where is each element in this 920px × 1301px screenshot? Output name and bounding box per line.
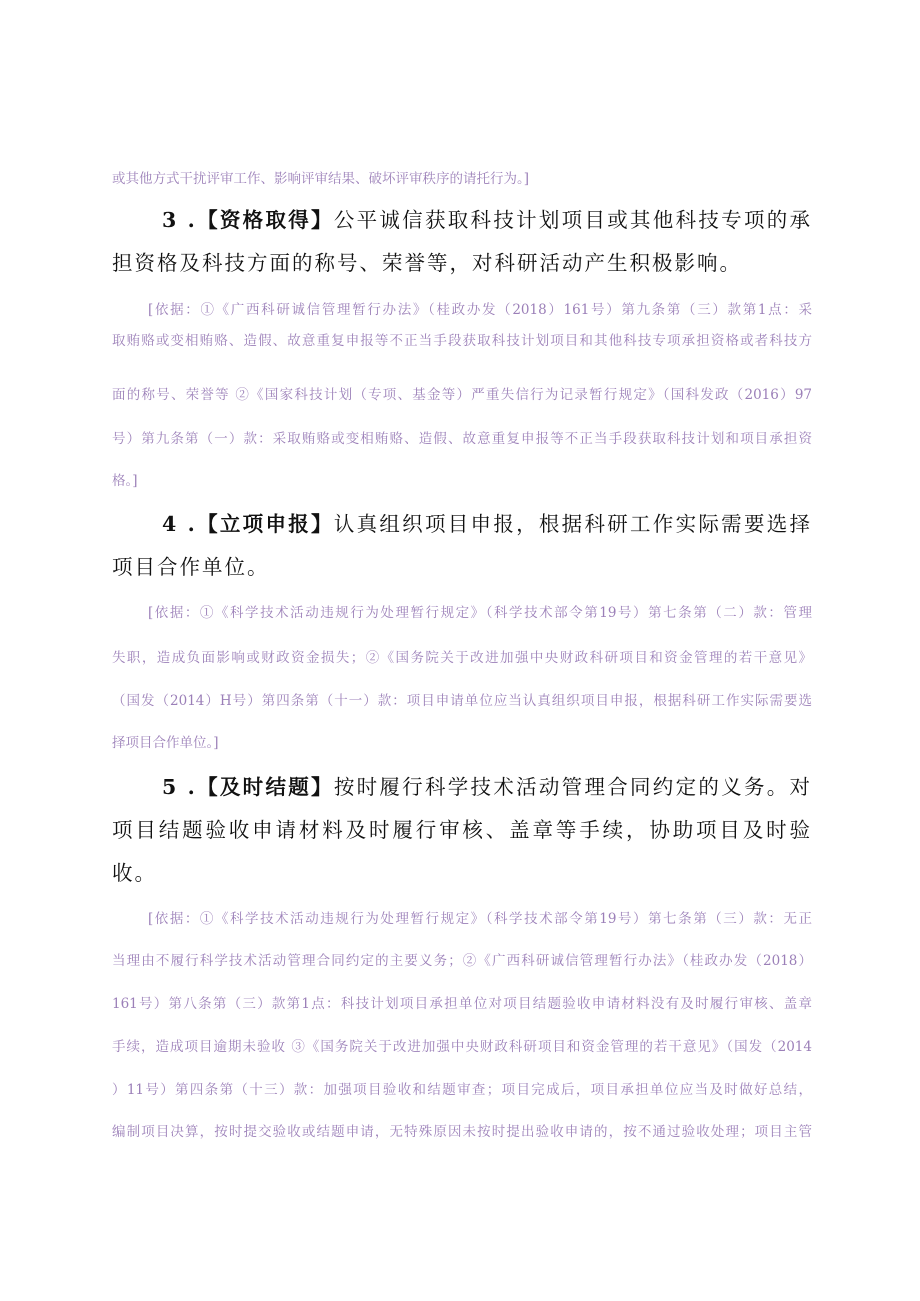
item-5-basis-line-3: 161号）第八条第（三）款第1点：科技计划项目承担单位对项目结题验收申请材料没有及时履行审核、盖章 (112, 996, 812, 1012)
item-5-line-1 (112, 767, 812, 807)
item-4-line-2: 项目合作单位。 (112, 555, 270, 579)
item-4-text-1: 认真组织项目申报，根据科研工作实际需要选择 (333, 512, 813, 536)
item-4-basis-line-3: （国发（2014）H号）第四条第（十一）款：项目申请单位应当认真组织项目申报，根据科研工作实际需要选 (112, 693, 812, 709)
item-4-basis-line-1: [依据：①《科学技术活动违规行为处理暂行规定》（科学技术部令第19号）第七条第（二）款：管理 (148, 605, 812, 621)
item-5-line-2: 项目结题验收申请材料及时履行审核、盖章等手续，协助项目及时验 (112, 818, 812, 842)
item-5-line-3: 收。 (112, 861, 157, 885)
item-5-basis-line-4: 手续，造成项目逾期未验收 ③《国务院关于改进加强中央财政科研项目和资金管理的若干意见》（国发（2014 (112, 1039, 812, 1055)
item-5-basis-line-6: 编制项目决算，按时提交验收或结题申请，无特殊原因未按时提出验收申请的，按不通过验收处理；项目主管 (112, 1124, 812, 1140)
item-3-basis-line-1: [依据：①《广西科研诚信管理暂行办法》（桂政办发（2018）161号）第九条第（三）款第1点：采 (148, 302, 812, 318)
item-3-line-2: 担资格及科技方面的称号、荣誉等，对科研活动产生积极影响。 (112, 251, 742, 275)
item-5-heading: 【及时结题】 (196, 775, 334, 799)
item-4-basis-line-2: 失职，造成负面影响或财政资金损失；②《国务院关于改进加强中央财政科研项目和资金管理的若干意见》 (112, 650, 812, 666)
item-5-basis-line-5: ）11号）第四条第（十三）款：加强项目验收和结题审查；项目完成后，项目承担单位应当及时做好总结， (112, 1082, 812, 1098)
item-5-number: 5 . (162, 775, 197, 799)
item-4-number: 4 . (162, 512, 197, 536)
item-3-basis-line-3: 面的称号、荣誉等 ②《国家科技计划（专项、基金等）严重失信行为记录暂行规定》（国科发政（2016）97 (112, 387, 812, 403)
item-3-heading: 【资格取得】 (196, 208, 334, 232)
item-4-heading: 【立项申报】 (196, 512, 334, 536)
item-5-basis-line-1: [依据：①《科学技术活动违规行为处理暂行规定》（科学技术部令第19号）第七条第（三）款：无正 (148, 911, 812, 927)
item-3-text-1: 公平诚信获取科技计划项目或其他科技专项的承 (333, 208, 813, 232)
item-3-line-1 (112, 200, 812, 240)
item-3-number: 3 . (162, 208, 197, 232)
item-4-basis-line-4: 择项目合作单位。] (112, 735, 219, 751)
top-fragment: 或其他方式干扰评审工作、影响评审结果、破坏评审秩序的请托行为。] (112, 171, 530, 187)
item-5-basis-line-2: 当理由不履行科学技术活动管理合同约定的主要义务；②《广西科研诚信管理暂行办法》（桂政办发（2018） (112, 953, 812, 969)
item-3-basis-line-4: 号）第九条第（一）款：采取贿赂或变相贿赂、造假、故意重复申报等不正当手段获取科技计划和项目承担资 (112, 431, 812, 447)
item-3-basis-line-2: 取贿赂或变相贿赂、造假、故意重复申报等不正当手段获取科技计划项目和其他科技专项承担资格或者科技方 (112, 333, 812, 349)
item-5-text-1: 按时履行科学技术活动管理合同约定的义务。对 (333, 775, 813, 799)
item-3-basis-line-5: 格。] (112, 473, 138, 489)
item-4-line-1 (112, 504, 812, 544)
